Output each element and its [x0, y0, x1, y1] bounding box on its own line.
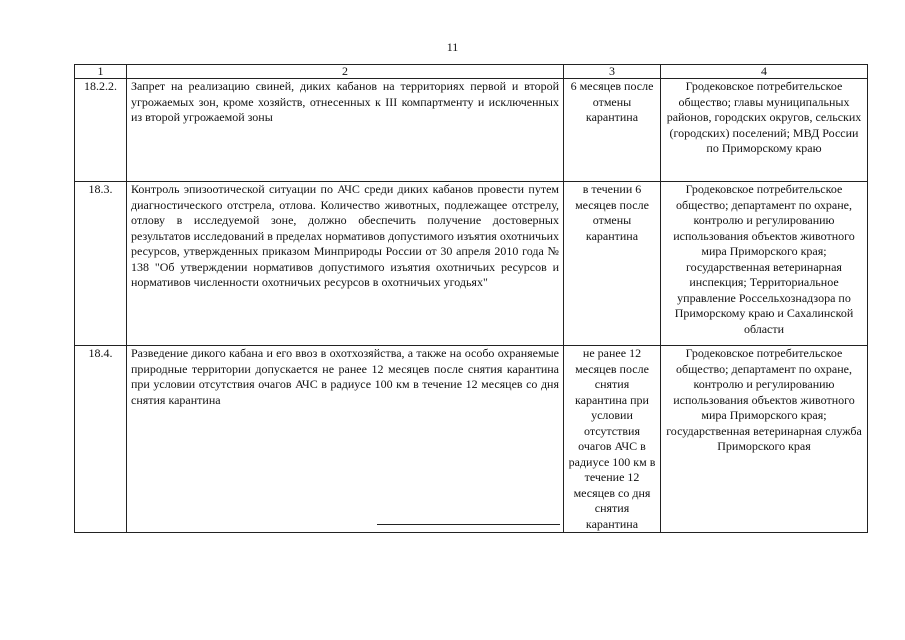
row-number: 18.3.: [75, 182, 127, 346]
table-header-row: [75, 65, 868, 79]
column-header-4: 4: [661, 65, 868, 79]
measure-text: Запрет на реализацию свиней, диких кабанов на территориях первой и второй угрожаемых зон, кроме хозяйств, отнесенных к III компартменту и исключенных из второй угрожаемой зоны: [127, 79, 564, 182]
table-row: [75, 346, 868, 533]
term-text: 6 месяцев после отмены карантина: [564, 79, 661, 182]
row-number: 18.4.: [75, 346, 127, 533]
measure-text: Контроль эпизоотической ситуации по АЧС среди диких кабанов провести путем диагностического отстрела, отлова. Количество животных, подлежащее отстрелу, отлову в исследуемой зоне, должно обеспечить получение достоверных результатов исследований в пределах нормативов допустимого изъятия охотничьих ресурсов, утвержденных приказом Минприроды России от 30 апреля 2010 года № 138 "Об утверждении нормативов допустимого изъятия охотничьих ресурсов и нормативов численности охотничьих ресурсов в охотничьих угодьях": [127, 182, 564, 346]
term-text: не ранее 12 месяцев после снятия карантина при условии отсутствия очагов АЧС в радиусе 100 км в течение 12 месяцев со дня снятия карантина: [564, 346, 661, 533]
table-row: [75, 182, 868, 346]
responsible-text: Гродековское потребительское общество; главы муниципальных районов, городских округов, сельских (городских) поселений; МВД России по Приморскому краю: [661, 79, 868, 182]
measures-table: [74, 64, 868, 533]
end-of-document-line: [377, 524, 560, 525]
table-row: [75, 79, 868, 182]
responsible-text: Гродековское потребительское общество; департамент по охране, контролю и регулированию использования объектов животного мира Приморского края; государственная ветеринарная инспекция; Территориальное управление Россельхознадзора по Приморскому краю и Сахалинской области: [661, 182, 868, 346]
term-text: в течении 6 месяцев после отмены карантина: [564, 182, 661, 346]
responsible-text: Гродековское потребительское общество; департамент по охране, контролю и регулированию использования объектов животного мира Приморского края; государственная ветеринарная служба Приморского края: [661, 346, 868, 533]
column-header-2: 2: [127, 65, 564, 79]
measure-text: Разведение дикого кабана и его ввоз в охотхозяйства, а также на особо охраняемые природные территории допускается не ранее 12 месяцев после снятия карантина при условии отсутствия очагов АЧС в радиусе 100 км в течение 12 месяцев со дня снятия карантина: [127, 346, 564, 533]
page-number: 11: [446, 40, 459, 54]
column-header-1: 1: [75, 65, 127, 79]
row-number: 18.2.2.: [75, 79, 127, 182]
column-header-3: 3: [564, 65, 661, 79]
